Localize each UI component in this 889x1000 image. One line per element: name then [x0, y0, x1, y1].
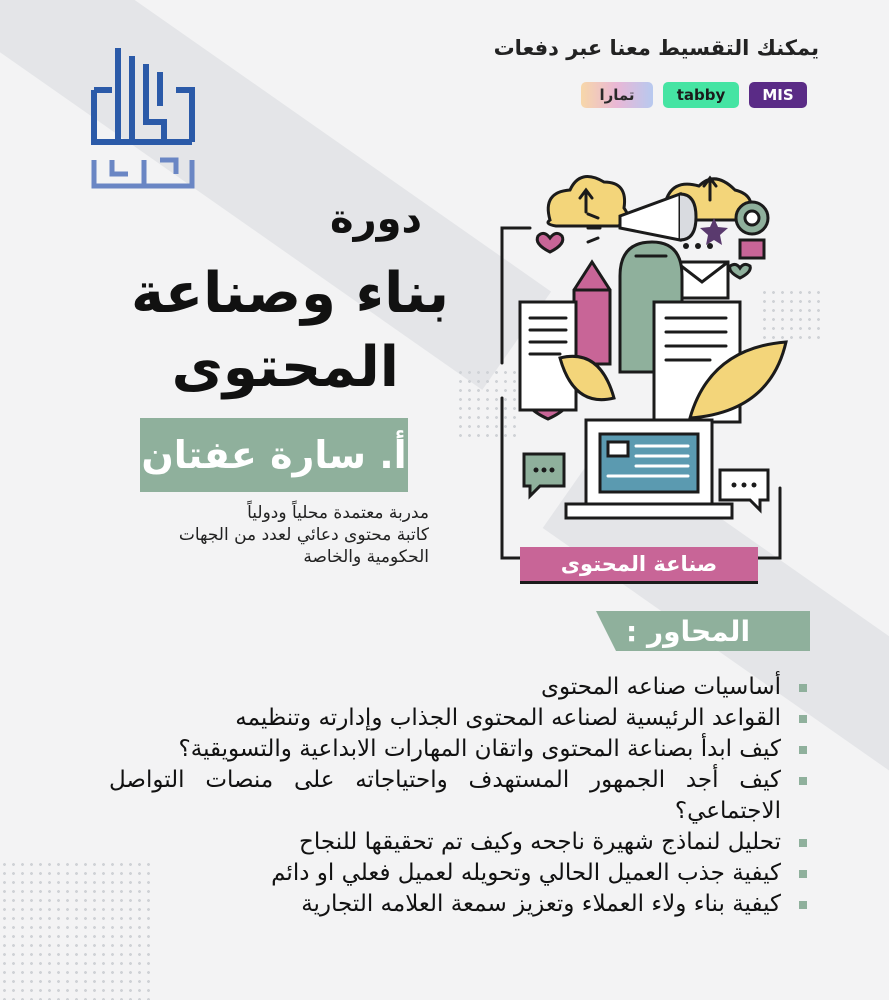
axes-heading: المحاور :	[626, 614, 751, 648]
illustration-graphic	[490, 158, 820, 588]
illustration-label: صناعة المحتوى	[560, 552, 718, 576]
axes-heading-notch	[596, 611, 616, 651]
course-title-line1: بناء وصناعة	[130, 261, 449, 326]
bio-line: الحكومية والخاصة	[303, 547, 429, 567]
course-title-line2: المحتوى	[171, 335, 399, 400]
list-item: كيف ابدأ بصناعة المحتوى واتقان المهارات الابداعية والتسويقية؟	[109, 734, 809, 765]
list-item: كيف أجد الجمهور المستهدف واحتياجاته على منصات التواصل الاجتماعي؟	[109, 765, 809, 827]
bio-line: كاتبة محتوى دعائي لعدد من الجهات	[178, 525, 429, 545]
brand-logo	[88, 42, 200, 194]
installment-text: يمكنك التقسيط معنا عبر دفعات	[493, 36, 819, 60]
list-item: كيفية بناء ولاء العملاء وتعزيز سمعة العلامه التجارية	[109, 889, 809, 920]
illustration-label-bar	[520, 547, 758, 584]
list-item: القواعد الرئيسية لصناعه المحتوى الجذاب وإدارته وتنظيمه	[109, 703, 809, 734]
bio-line: مدربة معتمدة محلياً ودولياً	[247, 503, 429, 523]
list-item: أساسيات صناعه المحتوى	[109, 672, 809, 703]
trainer-name: أ. سارة عفتان	[141, 433, 407, 477]
brand-logo-graphic	[88, 42, 200, 194]
tamara-badge: تمارا	[581, 82, 653, 108]
axes-heading-bar	[596, 611, 810, 651]
content-creation-illustration	[490, 158, 820, 588]
list-item: كيفية جذب العميل الحالي وتحويله لعميل فعلي او دائم	[109, 858, 809, 889]
course-label: دورة	[330, 196, 423, 242]
trainer-bio	[109, 502, 429, 568]
axes-list	[109, 672, 809, 920]
background-stripe	[0, 0, 551, 390]
mis-badge: MIS	[749, 82, 807, 108]
list-item: تحليل لنماذج شهيرة ناجحه وكيف تم تحقيقها للنجاح	[109, 827, 809, 858]
tabby-badge: tabby	[663, 82, 739, 108]
trainer-name-bar	[140, 418, 408, 492]
